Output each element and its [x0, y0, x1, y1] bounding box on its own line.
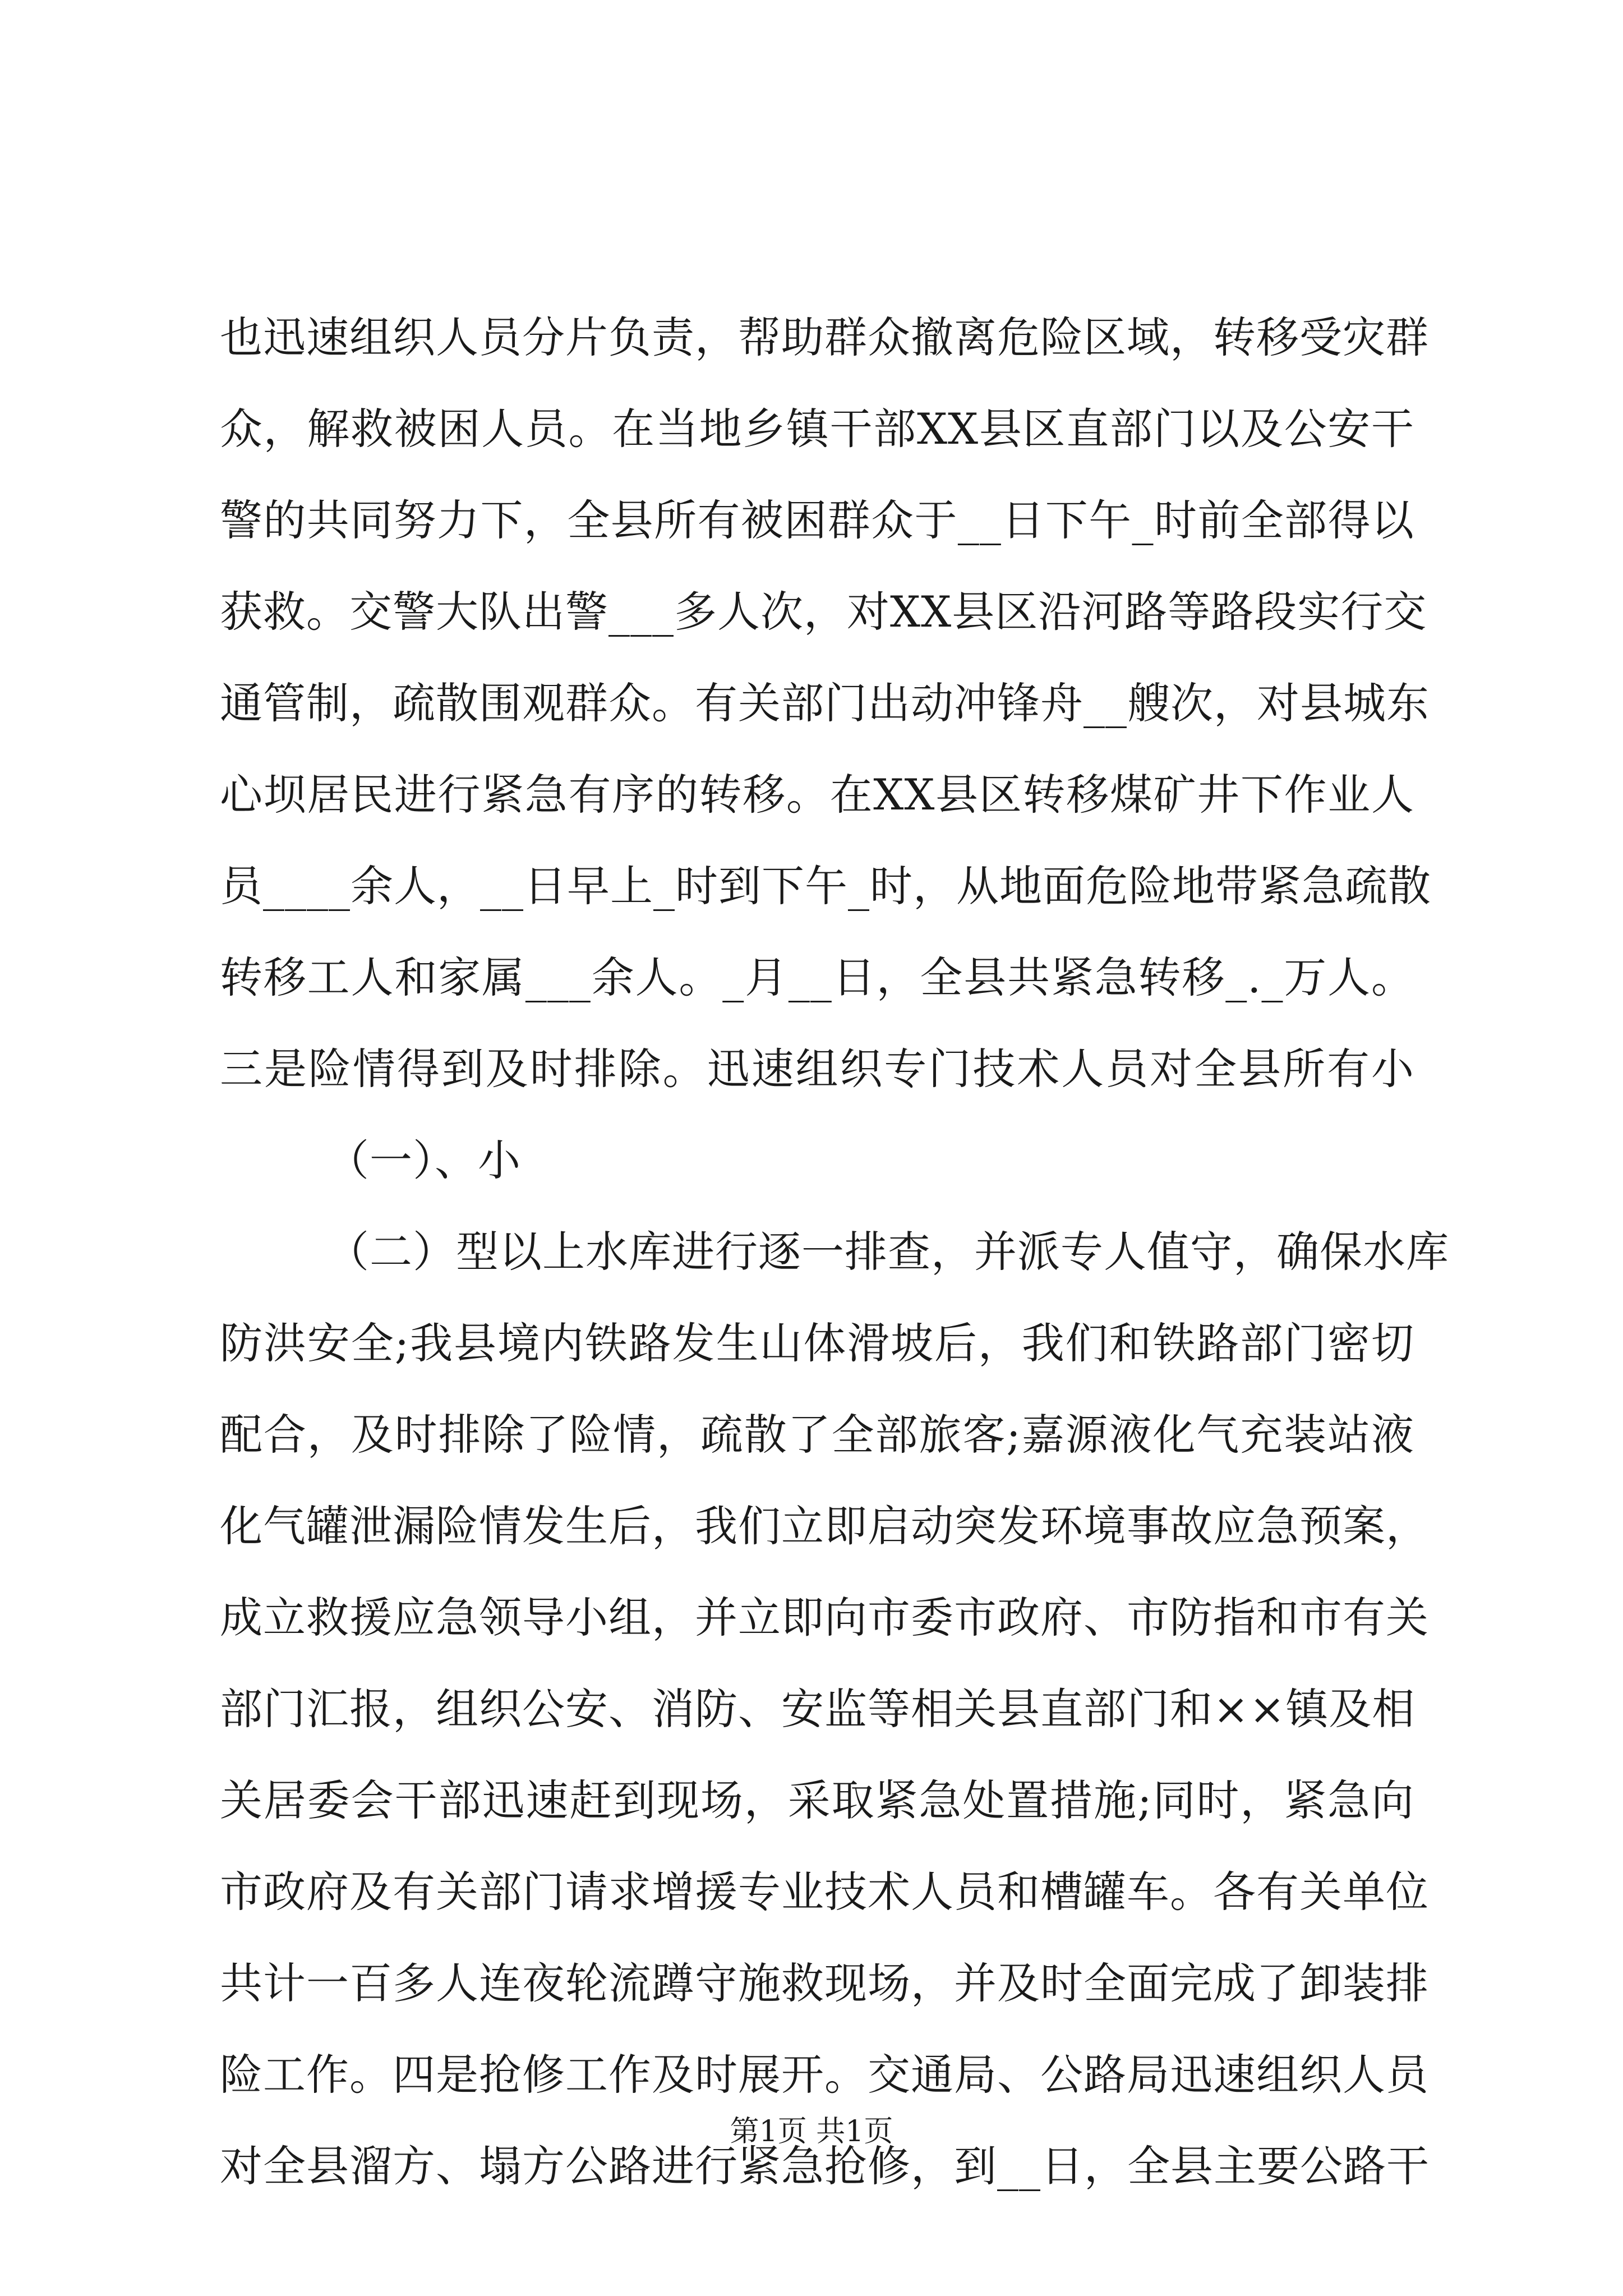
document-body	[220, 292, 1449, 2212]
text-line: （二）型以上水库进行逐一排查，并派专人值守，确保水库	[326, 1227, 1449, 1277]
text-line: 市政府及有关部门请求增援专业技术人员和槽罐车。各有关单位	[220, 1867, 1429, 1917]
text-line: 部门汇报，组织公安、消防、安监等相关县直部门和××镇及相	[220, 1684, 1415, 1734]
text-line: 成立救援应急领导小组，并立即向市委市政府、市防指和市有关	[220, 1593, 1429, 1642]
text-line: 化气罐泄漏险情发生后，我们立即启动突发环境事故应急预案，	[220, 1501, 1429, 1551]
text-line: 配合，及时排除了险情，疏散了全部旅客;嘉源液化气充装站液	[220, 1410, 1414, 1460]
text-line: 险工作。四是抢修工作及时展开。交通局、公路局迅速组织人员	[220, 2050, 1429, 2100]
text-line: 员____余人，__日早上_时到下午_时，从地面危险地带紧急疏散	[220, 861, 1431, 911]
text-line: 众，解救被困人员。在当地乡镇干部XX县区直部门以及公安干	[220, 404, 1414, 454]
text-line: 三是险情得到及时排除。迅速组织专门技术人员对全县所有小	[220, 1044, 1414, 1094]
text-line: 警的共同努力下，全县所有被困群众于__日下午_时前全部得以	[220, 495, 1414, 545]
text-line: 转移工人和家属___余人。_月__日，全县共紧急转移_._万人。	[220, 953, 1414, 1002]
page-number-footer: 第1页 共1页	[730, 2115, 893, 2148]
text-line: 心坝居民进行紧急有序的转移。在XX县区转移煤矿井下作业人	[220, 770, 1414, 820]
text-line: 对全县溜方、塌方公路进行紧急抢修，到__日，全县主要公路干	[220, 2141, 1430, 2191]
text-line: 也迅速组织人员分片负责，帮助群众撤离危险区域，转移受灾群	[220, 312, 1429, 362]
text-line: 关居委会干部迅速赶到现场，采取紧急处置措施;同时，紧急向	[220, 1775, 1414, 1825]
text-line: 通管制，疏散围观群众。有关部门出动冲锋舟__艘次，对县城东	[220, 678, 1430, 728]
text-line: 防洪安全;我县境内铁路发生山体滑坡后，我们和铁路部门密切	[220, 1318, 1414, 1368]
text-line: 共计一百多人连夜轮流蹲守施救现场，并及时全面完成了卸装排	[220, 1958, 1429, 2008]
text-line: 获救。交警大队出警___多人次，对XX县区沿河路等路段实行交	[220, 587, 1427, 637]
section-heading: （一）、小	[326, 1135, 521, 1185]
